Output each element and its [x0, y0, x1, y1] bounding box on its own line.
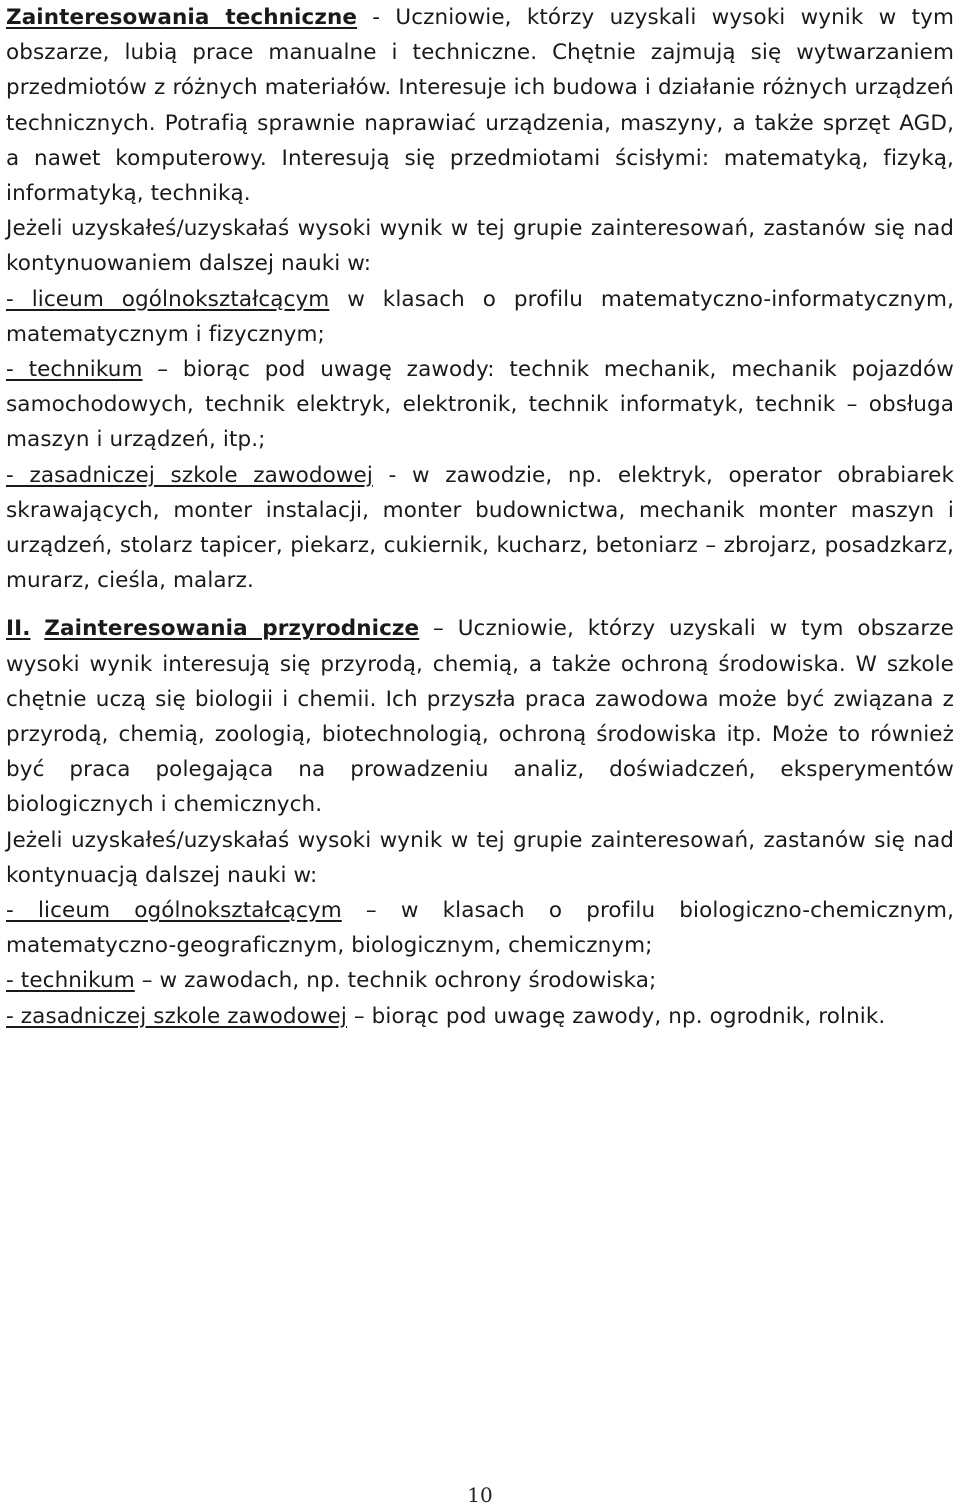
nature-school-1-name: - liceum ogólnokształcącym [6, 898, 342, 924]
page-number: 10 [467, 1483, 493, 1507]
technical-school-2-name: - technikum [6, 357, 143, 383]
document-body [6, 0, 954, 1034]
technical-school-2 [6, 352, 954, 458]
nature-school-2 [6, 963, 954, 998]
nature-school-3 [6, 999, 954, 1034]
nature-section-number: II. [6, 616, 31, 642]
nature-school-2-name: - technikum [6, 968, 135, 994]
nature-school-3-desc: – biorąc pod uwagę zawody, np. ogrodnik, rolnik. [346, 1003, 886, 1029]
nature-intro-text: – Uczniowie, którzy uzyskali w tym obszarze wysoki wynik interesują się przyrodą, chemią, a także ochroną środowiska. W szkole chętnie uczą się biologii i chemii. Ich przyszła praca zawodowa może być związana z przyrodą, chemią, zoologią, biotechnologią, ochroną środowiska itp. Może to również być praca polegająca na prowadzeniu analiz, doświadczeń, eksperymentów biologicznych i chemicznych. [6, 616, 955, 818]
nature-school-3-name: - zasadniczej szkole zawodowej [6, 1003, 347, 1029]
technical-school-3-desc: - w zawodzie, np. elektryk, operator obrabiarek skrawających, monter instalacji, monter budownictwa, mechanik monter maszyn i urządzeń, stolarz tapicer, piekarz, cukiernik, kucharz, betoniarz – zbrojarz, posadzkarz, murarz, cieśla, malarz. [6, 462, 954, 594]
nature-school-1 [6, 893, 954, 963]
technical-school-3 [6, 458, 954, 599]
nature-advice: Jeżeli uzyskałeś/uzyskałaś wysoki wynik w tej grupie zainteresowań, zastanów się nad kontynuacją dalszej nauki w: [6, 827, 954, 888]
technical-school-2-desc: – biorąc pod uwagę zawody: technik mechanik, mechanik pojazdów samochodowych, technik elektryk, elektronik, technik informatyk, technik – obsługa maszyn i urządzeń, itp.; [6, 357, 954, 453]
technical-school-1-desc: w klasach o profilu matematyczno-informatycznym, matematycznym i fizycznym; [6, 286, 955, 347]
section-gap [6, 598, 954, 611]
technical-intro-paragraph [6, 0, 954, 211]
nature-school-2-desc: – w zawodach, np. technik ochrony środowiska; [134, 968, 657, 994]
technical-school-1-name: - liceum ogólnokształcącym [6, 286, 330, 312]
nature-school-1-desc: – w klasach o profilu biologiczno-chemicznym, matematyczno-geograficznym, biologicznym, chemicznym; [6, 898, 954, 959]
nature-intro-paragraph [6, 611, 954, 822]
nature-heading: Zainteresowania przyrodnicze [44, 616, 420, 642]
technical-heading: Zainteresowania techniczne [6, 5, 358, 30]
technical-school-1 [6, 282, 954, 352]
technical-advice: Jeżeli uzyskałeś/uzyskałaś wysoki wynik w tej grupie zainteresowań, zastanów się nad kontynuowaniem dalszej nauki w: [6, 216, 954, 277]
technical-school-3-name: - zasadniczej szkole zawodowej [6, 462, 373, 488]
technical-intro-text: - Uczniowie, którzy uzyskali wysoki wynik w tym obszarze, lubią prace manualne i techniczne. Chętnie zajmują się wytwarzaniem przedmiotów z różnych materiałów. Interesuje ich budowa i działanie różnych urządzeń technicznych. Potrafią sprawnie naprawiać urządzenia, maszyny, a także sprzęt AGD, a nawet komputerowy. Interesują się przedmiotami ścisłymi: matematyką, fizyką, informatyką, techniką. [6, 5, 954, 207]
